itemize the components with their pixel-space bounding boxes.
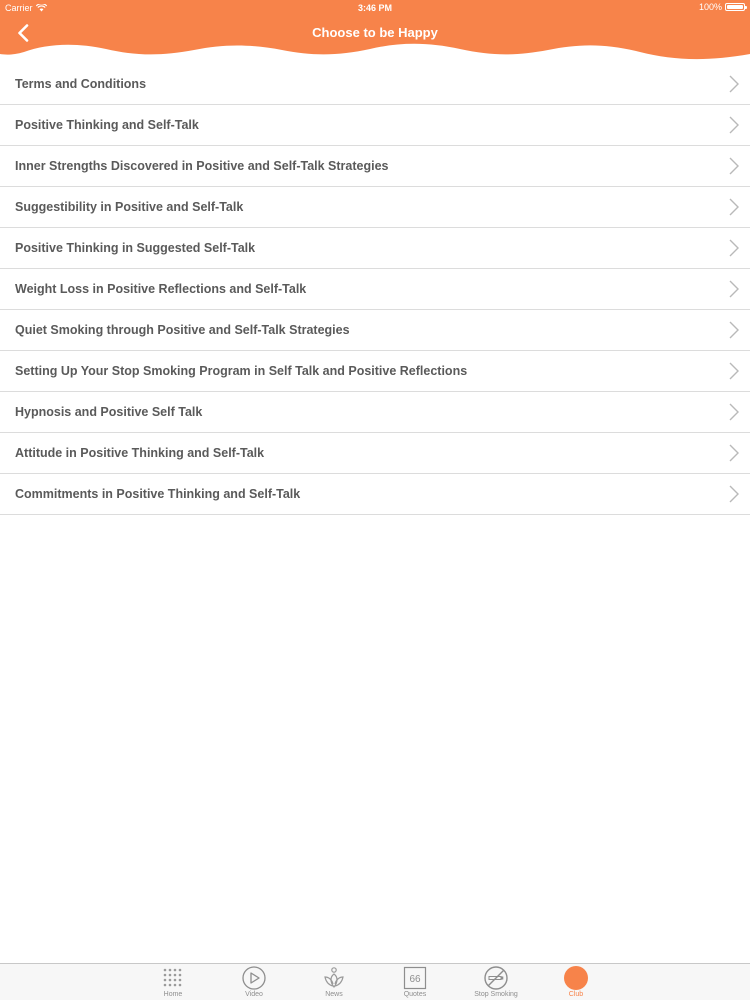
list-item[interactable] [0, 392, 750, 433]
list-item[interactable] [0, 269, 750, 310]
list-item-label: Attitude in Positive Thinking and Self-Talk [15, 446, 265, 460]
list-item[interactable] [0, 228, 750, 269]
battery-percent: 100% [698, 2, 722, 12]
play-circle-icon [241, 965, 267, 991]
tab-video[interactable] [224, 965, 284, 1000]
chevron-right-icon [728, 321, 740, 339]
club-circle-icon [563, 965, 589, 991]
topic-list [0, 64, 750, 515]
no-smoking-icon [483, 965, 509, 991]
list-item[interactable] [0, 474, 750, 515]
list-item[interactable] [0, 64, 750, 105]
tab-bar [0, 963, 750, 1000]
chevron-right-icon [728, 403, 740, 421]
chevron-right-icon [728, 157, 740, 175]
list-item-label: Setting Up Your Stop Smoking Program in Self Talk and Positive Reflections [15, 364, 468, 378]
quote-box-icon [402, 965, 428, 991]
tab-label: Quotes [403, 991, 427, 998]
status-battery [699, 2, 745, 12]
list-item-label: Commitments in Positive Thinking and Self-Talk [15, 487, 301, 501]
page-title: Choose to be Happy [312, 25, 438, 40]
tab-stop-smoking[interactable] [466, 965, 526, 1000]
tab-club[interactable] [546, 965, 606, 1000]
list-item[interactable] [0, 433, 750, 474]
list-item-label: Terms and Conditions [15, 77, 147, 91]
dot-grid-icon [160, 965, 186, 991]
list-item-label: Hypnosis and Positive Self Talk [15, 405, 203, 419]
lotus-icon [321, 965, 347, 991]
chevron-right-icon [728, 239, 740, 257]
tab-home[interactable] [143, 965, 203, 1000]
list-item[interactable] [0, 310, 750, 351]
list-item[interactable] [0, 146, 750, 187]
status-time: 3:46 PM [357, 3, 392, 13]
list-item-label: Positive Thinking and Self-Talk [15, 118, 199, 132]
tab-label: Home [163, 991, 183, 998]
list-item[interactable] [0, 351, 750, 392]
chevron-right-icon [728, 280, 740, 298]
tab-news[interactable] [304, 965, 364, 1000]
carrier-label: Carrier [5, 3, 33, 13]
tab-label: News [325, 991, 343, 998]
chevron-right-icon [728, 444, 740, 462]
tab-quotes[interactable] [385, 965, 445, 1000]
chevron-right-icon [728, 116, 740, 134]
tab-label: Stop Smoking [474, 991, 518, 998]
chevron-right-icon [728, 75, 740, 93]
chevron-right-icon [728, 198, 740, 216]
list-item-label: Weight Loss in Positive Reflections and Self-Talk [15, 282, 307, 296]
chevron-right-icon [728, 485, 740, 503]
battery-icon [725, 3, 745, 11]
list-item-label: Inner Strengths Discovered in Positive and Self-Talk Strategies [15, 159, 389, 173]
list-item[interactable] [0, 187, 750, 228]
tab-label: Video [245, 991, 263, 998]
list-item-label: Suggestibility in Positive and Self-Talk [15, 200, 244, 214]
tab-label: Club [568, 991, 584, 998]
list-item-label: Quiet Smoking through Positive and Self-Talk Strategies [15, 323, 350, 337]
quote-box-text: 66 [409, 974, 421, 985]
status-bar [0, 0, 750, 16]
list-item[interactable] [0, 105, 750, 146]
chevron-right-icon [728, 362, 740, 380]
nav-header [0, 0, 750, 64]
list-item-label: Positive Thinking in Suggested Self-Talk [15, 241, 256, 255]
